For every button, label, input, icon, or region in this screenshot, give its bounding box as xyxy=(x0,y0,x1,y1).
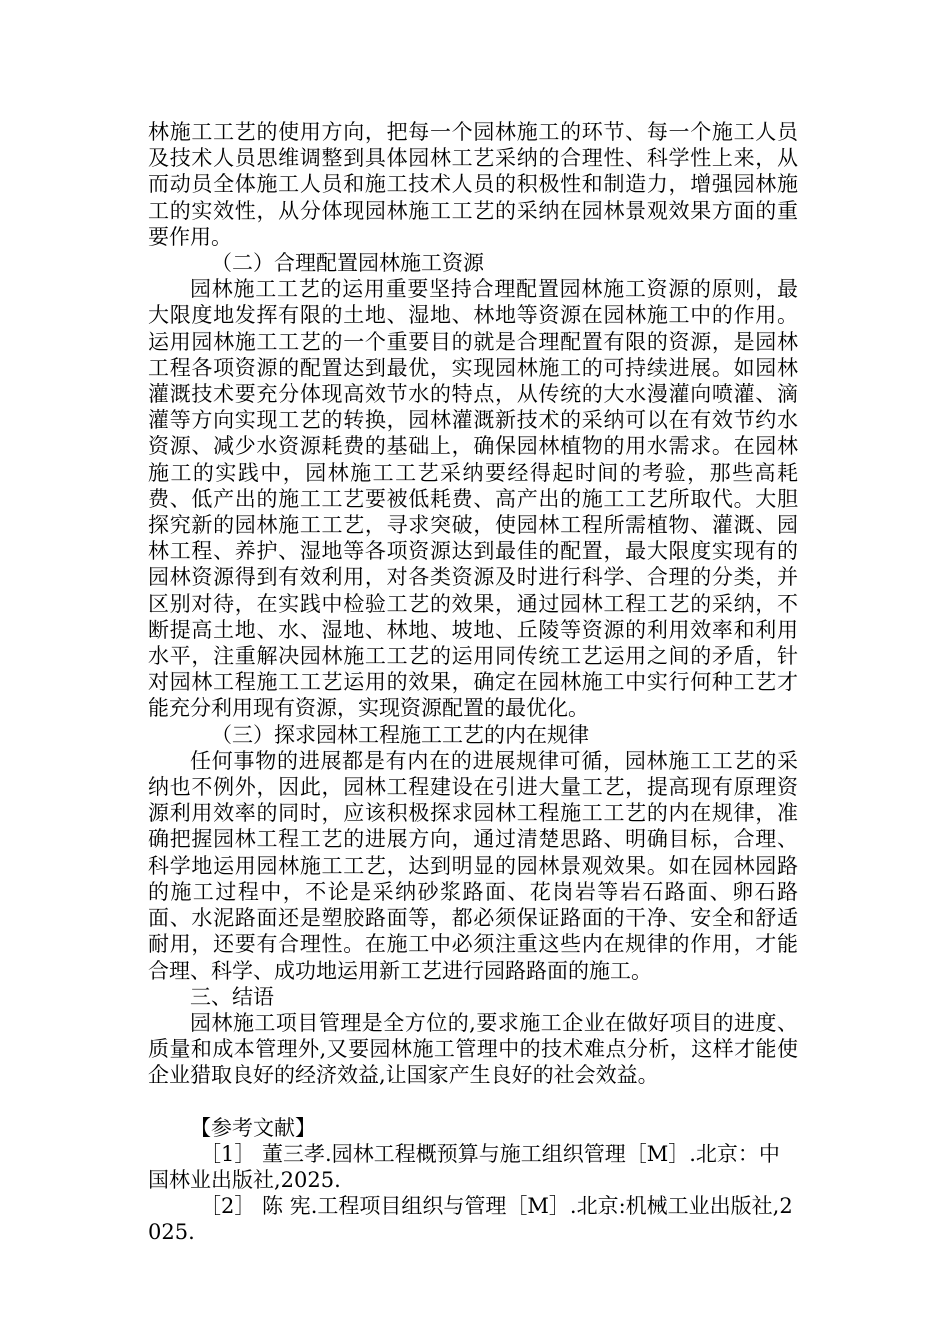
paragraph-continued: 林施工工艺的使用方向，把每一个园林施工的环节、每一个施工人员及技术人员思维调整到具体园林工艺采纳的合理性、科学性上来，从而动员全体施工人员和施工技术人员的积极性和制造力，增强园林施工的实效性，从分体现园林施工工艺的采纳在园林景观效果方面的重要作用。 xyxy=(148,120,798,249)
paragraph-rules: 任何事物的进展都是有内在的进展规律可循，园林施工工艺的采纳也不例外，因此，园林工程建设在引进大量工艺，提高现有原理资源利用效率的同时，应该积极探求园林工程施工工艺的内在规律，准确把握园林工程工艺的进展方向，通过清楚思路、明确目标，合理、科学地运用园林施工工艺，达到明显的园林景观效果。如在园林园路的施工过程中，不论是采纳砂浆路面、花岗岩等岩石路面、卵石路面、水泥路面还是塑胶路面等，都必须保证路面的干净、安全和舒适耐用，还要有合理性。在施工中必须注重这些内在规律的作用，才能合理、科学、成功地运用新工艺进行园路路面的施工。 xyxy=(148,748,798,983)
spacer xyxy=(148,1089,798,1115)
paragraph-conclusion: 园林施工项目管理是全方位的,要求施工企业在做好项目的进度、质量和成本管理外,又要园林施工管理中的技术难点分析，这样才能使企业猎取良好的经济效益,让国家产生良好的社会效益。 xyxy=(148,1010,798,1088)
reference-item-1: ［1］ 董三孝.园林工程概预算与施工组织管理［M］.北京：中国林业出版社,2025. xyxy=(148,1141,780,1192)
paragraph-resources: 园林施工工艺的运用重要坚持合理配置园林施工资源的原则，最大限度地发挥有限的土地、湿地、林地等资源在园林施工中的作用。运用园林施工工艺的一个重要目的就是合理配置有限的资源，是园林工程各项资源的配置达到最优，实现园林施工的可持续进展。如园林灌溉技术要充分体现高效节水的特点，从传统的大水漫灌向喷灌、滴灌等方向实现工艺的转换，园林灌溉新技术的采纳可以在有效节约水资源、减少水资源耗费的基础上，确保园林植物的用水需求。在园林施工的实践中，园林施工工艺采纳要经得起时间的考验，那些高耗费、低产出的施工工艺要被低耗费、高产出的施工工艺所取代。大胆探究新的园林施工工艺，寻求突破，使园林工程所需植物、灌溉、园林工程、养护、湿地等各项资源达到最佳的配置，最大限度实现有的园林资源得到有效利用，对各类资源及时进行科学、合理的分类，并区别对待，在实践中检验工艺的效果，通过园林工程工艺的采纳，不断提高土地、水、湿地、林地、坡地、丘陵等资源的利用效率和利用水平，注重解决园林施工工艺的运用同传统工艺运用之间的矛盾，针对园林工程施工工艺运用的效果，确定在园林施工中实行何种工艺才能充分利用现有资源，实现资源配置的最优化。 xyxy=(148,277,798,721)
references-title: 【参考文献】 xyxy=(190,1115,316,1140)
conclusion-heading: 三、结语 xyxy=(190,984,274,1009)
document-page xyxy=(148,119,798,1246)
section-heading-3: （三）探求园林工程施工工艺的内在规律 xyxy=(211,722,589,747)
section-heading-2: （二）合理配置园林施工资源 xyxy=(211,251,484,276)
reference-item-2: ［2］ 陈 宪.工程项目组织与管理［M］.北京:机械工业出版社,2025. xyxy=(148,1194,793,1245)
